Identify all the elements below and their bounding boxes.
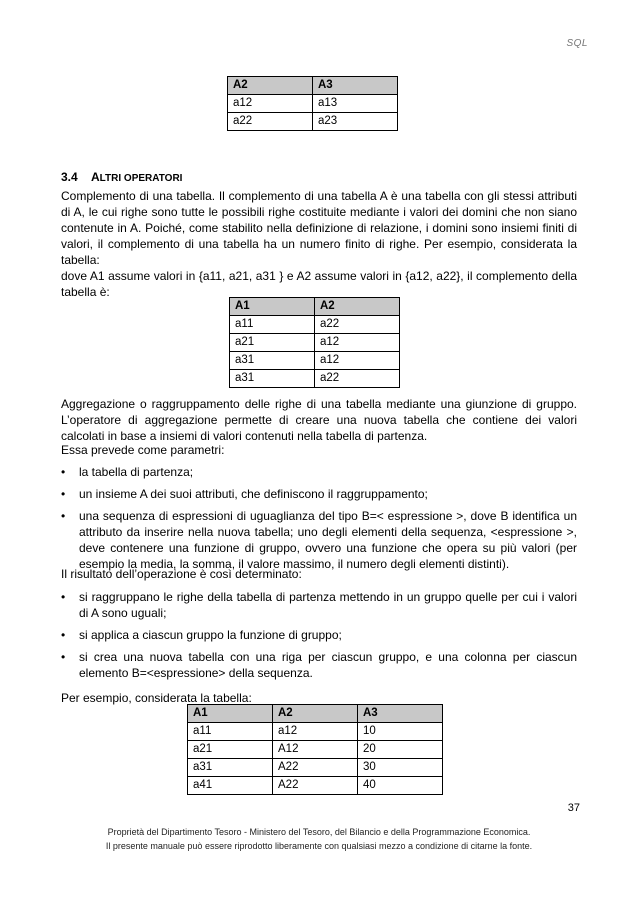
table-cell: a22	[315, 370, 400, 388]
table-header-cell: A1	[230, 298, 315, 316]
list-item-text: si raggruppano le righe della tabella di partenza mettendo in un gruppo quelle per cui i valori di A sono uguali;	[79, 590, 577, 620]
table-cell: a23	[313, 113, 398, 131]
table-a1-a2-a3	[187, 704, 443, 795]
footer-line-1: Proprietà del Dipartimento Tesoro - Ministero del Tesoro, del Bilancio e della Programmazione Economica.	[107, 827, 531, 837]
bullet-icon: •	[61, 465, 66, 479]
table-header-cell: A2	[273, 705, 358, 723]
bullet-icon: •	[61, 628, 66, 642]
table-header-cell: A1	[188, 705, 273, 723]
table-row	[188, 741, 443, 759]
paragraph-complemento: Complemento di una tabella. Il complemento di una tabella A è una tabella con gli stessi attributi di A, le cui righe sono tutte le possibili righe costituite mediante i valori dei domini che non siano contenute in A. Poiché, come stabilito nella definizione di relazione, i domini sono insiemi finiti di valori, il complemento di una tabella ha un numero finito di righe. Per esempio, considerata la tabella:	[61, 189, 577, 267]
list-item	[61, 589, 577, 621]
footer-line-2: Il presente manuale può essere riprodotto liberamente con qualsiasi mezzo a condizione di citarne la fonte.	[105, 841, 533, 851]
table-row	[230, 352, 400, 370]
list-item-text: una sequenza di espressioni di uguaglianza del tipo B=< espressione >, dove B identifica un attributo da inserire nella nuova tabella; uno degli elementi della sequenza, <espressione >, deve contenere una funzione di gruppo, ovvero una funzione che opera su più valori (per esempio la media, la somma, il valore massimo, il numero degli elementi distinti).	[79, 509, 577, 571]
list-item	[61, 464, 577, 480]
table-cell: A12	[273, 741, 358, 759]
table-cell: A22	[273, 759, 358, 777]
list-item	[61, 649, 577, 681]
table-row	[230, 334, 400, 352]
paragraph-complemento-example: dove A1 assume valori in {a11, a21, a31 } e A2 assume valori in {a12, a22}, il complemento della tabella è:	[61, 269, 577, 299]
list-item-text: si crea una nuova tabella con una riga per ciascun gruppo, e una colonna per ciascun elemento B=<espressione> della sequenza.	[79, 650, 577, 680]
table-cell: a21	[230, 334, 315, 352]
table-cell: a22	[228, 113, 313, 131]
table-cell: 20	[358, 741, 443, 759]
paragraph-parametri: Essa prevede come parametri:	[61, 443, 225, 457]
list-item	[61, 508, 577, 572]
table-cell: a41	[188, 777, 273, 795]
table-row	[230, 370, 400, 388]
table-cell: 10	[358, 723, 443, 741]
table-cell: 40	[358, 777, 443, 795]
table-cell: a21	[188, 741, 273, 759]
bullet-icon: •	[61, 487, 66, 501]
table-cell: a11	[230, 316, 315, 334]
table-cell: a22	[315, 316, 400, 334]
table-cell: A22	[273, 777, 358, 795]
table-cell: a12	[273, 723, 358, 741]
table-row	[228, 95, 398, 113]
table-row	[230, 316, 400, 334]
table-cell: 30	[358, 759, 443, 777]
bullet-icon: •	[61, 509, 66, 523]
table-header-cell: A2	[315, 298, 400, 316]
table-header-cell: A2	[228, 77, 313, 95]
table-cell: a31	[188, 759, 273, 777]
table-cell: a12	[315, 334, 400, 352]
list-item-text: la tabella di partenza;	[79, 465, 194, 479]
table-cell: a12	[315, 352, 400, 370]
paragraph-risultato: Il risultato dell’operazione è così determinato:	[61, 567, 302, 581]
section-title-initial: A	[91, 170, 100, 184]
table-header-cell: A3	[358, 705, 443, 723]
section-number: 3.4	[61, 170, 78, 184]
list-item-text: un insieme A dei suoi attributi, che definiscono il raggruppamento;	[79, 487, 428, 501]
table-header-cell: A3	[313, 77, 398, 95]
bullet-icon: •	[61, 650, 66, 664]
list-item-text: si applica a ciascun gruppo la funzione di gruppo;	[79, 628, 342, 642]
table-complement	[229, 297, 400, 388]
list-item	[61, 486, 577, 502]
header-section-tag: SQL	[566, 38, 588, 49]
table-cell: a12	[228, 95, 313, 113]
table-row	[228, 113, 398, 131]
table-cell: a11	[188, 723, 273, 741]
list-item	[61, 627, 577, 643]
table-cell: a31	[230, 352, 315, 370]
table-row	[188, 759, 443, 777]
table-a2-a3	[227, 76, 398, 131]
bullet-icon: •	[61, 590, 66, 604]
table-row	[188, 723, 443, 741]
table-row	[188, 777, 443, 795]
table-cell: a13	[313, 95, 398, 113]
section-title-rest: LTRI OPERATORI	[99, 173, 183, 184]
paragraph-aggregazione: Aggregazione o raggruppamento delle righe di una tabella mediante una giunzione di gruppo. L’operatore di aggregazione permette di creare una nuova tabella che contiene dei valori calcolati in base a insiemi di valori contenuti nella tabella di partenza.	[61, 397, 577, 443]
page-number: 37	[567, 802, 580, 814]
section-heading	[61, 170, 182, 184]
paragraph-esempio: Per esempio, considerata la tabella:	[61, 691, 252, 705]
table-cell: a31	[230, 370, 315, 388]
